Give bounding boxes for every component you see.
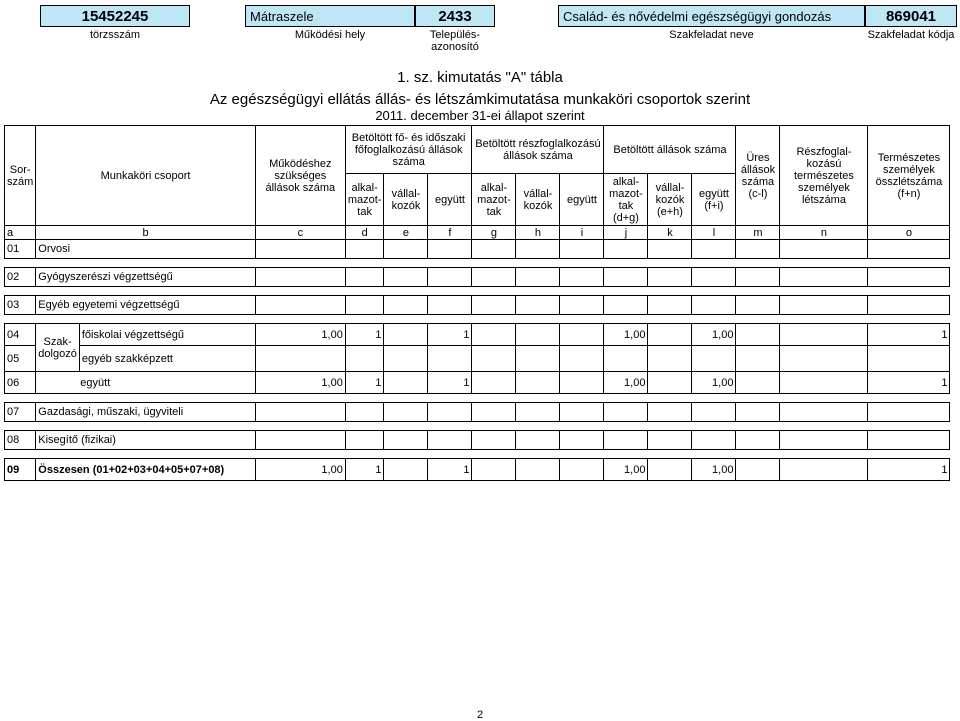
cell-d: 1: [345, 459, 384, 481]
cell-l: 1,00: [692, 372, 736, 394]
cell-f: 1: [428, 372, 472, 394]
letter-row: [5, 226, 950, 240]
szakfeladat-nev-value: Család- és nővédelmi egészségügyi gondozás: [563, 8, 832, 24]
table-row: [5, 268, 950, 287]
table-date: 2011. december 31-ei állapot szerint: [375, 108, 585, 123]
cell-d: 1: [345, 324, 384, 346]
szak-label: Szak- dolgozó: [36, 324, 80, 372]
row-number: 01: [5, 240, 36, 259]
letter-i: i: [560, 226, 604, 240]
szakfeladat-kod-box: [865, 5, 957, 27]
letter-f: f: [428, 226, 472, 240]
kimutatas-table: [4, 125, 950, 481]
cell-j: 1,00: [604, 372, 648, 394]
header-betoltott: Betöltött állások száma: [604, 126, 736, 174]
row-label: főiskolai végzettségű: [79, 324, 255, 346]
table-row: [5, 240, 950, 259]
header-vallalkozok: vállal- kozók: [384, 174, 428, 226]
header-ures: Üres állások száma (c-l): [736, 126, 780, 226]
szakfeladat-kod-label: Szakfeladat kódja: [867, 29, 955, 41]
szakfeladat-kod-value: 869041: [885, 7, 937, 25]
szakfeladat-nev-label: Szakfeladat neve: [669, 29, 754, 41]
cell-j: 1,00: [604, 324, 648, 346]
telepules-value: 2433: [438, 7, 472, 25]
table-row: [5, 346, 950, 372]
torzsszam-box: [40, 5, 190, 27]
row-number: 02: [5, 268, 36, 287]
letter-j: j: [604, 226, 648, 240]
header-mukodeshez: Működéshez szükséges állások száma: [255, 126, 345, 226]
row-number: 03: [5, 296, 36, 315]
mukodesi-hely-box: [245, 5, 415, 27]
header-vall-eh: vállal- kozók (e+h): [648, 174, 692, 226]
header-betoltott-resz: Betöltött részfoglalkozású állások száma: [472, 126, 604, 174]
telepules-label: Település- azonosító: [429, 29, 481, 53]
row-label: Egyéb egyetemi végzettségű: [36, 296, 256, 315]
table-row: [5, 296, 950, 315]
header-resz-alkalmazottak: alkal- mazot- tak: [472, 174, 516, 226]
table-subtitle: Az egészségügyi ellátás állás- és létszámkimutatása munkaköri csoportok szerint: [209, 91, 751, 108]
row-number: 09: [5, 459, 36, 481]
row-number: 08: [5, 431, 36, 450]
header-munkakori: Munkaköri csoport: [36, 126, 256, 226]
row-number: 05: [5, 346, 36, 372]
letter-l: l: [692, 226, 736, 240]
letter-k: k: [648, 226, 692, 240]
row-label: egyéb szakképzett: [79, 346, 255, 372]
telepules-box: [415, 5, 495, 27]
row-label: Orvosi: [36, 240, 256, 259]
header-alk-dg: alkal- mazot- tak (d+g): [604, 174, 648, 226]
table-row-total: [5, 459, 950, 481]
row-number: 07: [5, 403, 36, 422]
header-resz-vallalkozok: vállal- kozók: [516, 174, 560, 226]
header-betoltott-fo: Betöltött fő- és időszaki főfoglalkozású állások száma: [345, 126, 472, 174]
letter-g: g: [472, 226, 516, 240]
szakfeladat-nev-box: [558, 5, 865, 27]
letter-b: b: [36, 226, 256, 240]
cell-c: 1,00: [255, 324, 345, 346]
header-termeszetes: Természetes személyek összlétszáma (f+n): [868, 126, 950, 226]
letter-h: h: [516, 226, 560, 240]
letter-o: o: [868, 226, 950, 240]
table-row: [5, 431, 950, 450]
row-label: Kisegítő (fizikai): [36, 431, 256, 450]
header-alkalmazottak: alkal- mazot- tak: [345, 174, 384, 226]
mukodesi-hely-value: Mátraszele: [250, 8, 314, 24]
table-title: 1. sz. kimutatás "A" tábla: [397, 69, 563, 86]
torzsszam-label: törzsszám: [89, 29, 141, 41]
cell-o: 1: [868, 324, 950, 346]
cell-o: 1: [868, 372, 950, 394]
cell-c: 1,00: [255, 372, 345, 394]
letter-e: e: [384, 226, 428, 240]
header-egy-fi: együtt (f+i): [692, 174, 736, 226]
letter-n: n: [780, 226, 868, 240]
cell-c: 1,00: [255, 459, 345, 481]
header-reszfog: Részfoglal- kozású természetes személyek létszáma: [780, 126, 868, 226]
cell-f: 1: [428, 459, 472, 481]
table-row: [5, 324, 950, 346]
letter-c: c: [255, 226, 345, 240]
cell-j: 1,00: [604, 459, 648, 481]
page-number: 2: [476, 709, 484, 721]
row-number: 06: [5, 372, 36, 394]
letter-a: a: [5, 226, 36, 240]
row-label: Gazdasági, műszaki, ügyviteli: [36, 403, 256, 422]
mukodesi-hely-label: Működési hely: [294, 29, 366, 41]
table-row: [5, 372, 950, 394]
letter-d: d: [345, 226, 384, 240]
cell-f: 1: [428, 324, 472, 346]
row-label: együtt: [36, 372, 256, 394]
letter-m: m: [736, 226, 780, 240]
row-label: Összesen (01+02+03+04+05+07+08): [36, 459, 256, 481]
cell-l: 1,00: [692, 459, 736, 481]
torzsszam-value: 15452245: [81, 7, 149, 25]
header-sorszam: Sor- szám: [5, 126, 36, 226]
row-number: 04: [5, 324, 36, 346]
cell-l: 1,00: [692, 324, 736, 346]
cell-o: 1: [868, 459, 950, 481]
header-resz-egyutt: együtt: [560, 174, 604, 226]
table-row: [5, 403, 950, 422]
cell-d: 1: [345, 372, 384, 394]
row-label: Gyógyszerészi végzettségű: [36, 268, 256, 287]
header-egyutt: együtt: [428, 174, 472, 226]
